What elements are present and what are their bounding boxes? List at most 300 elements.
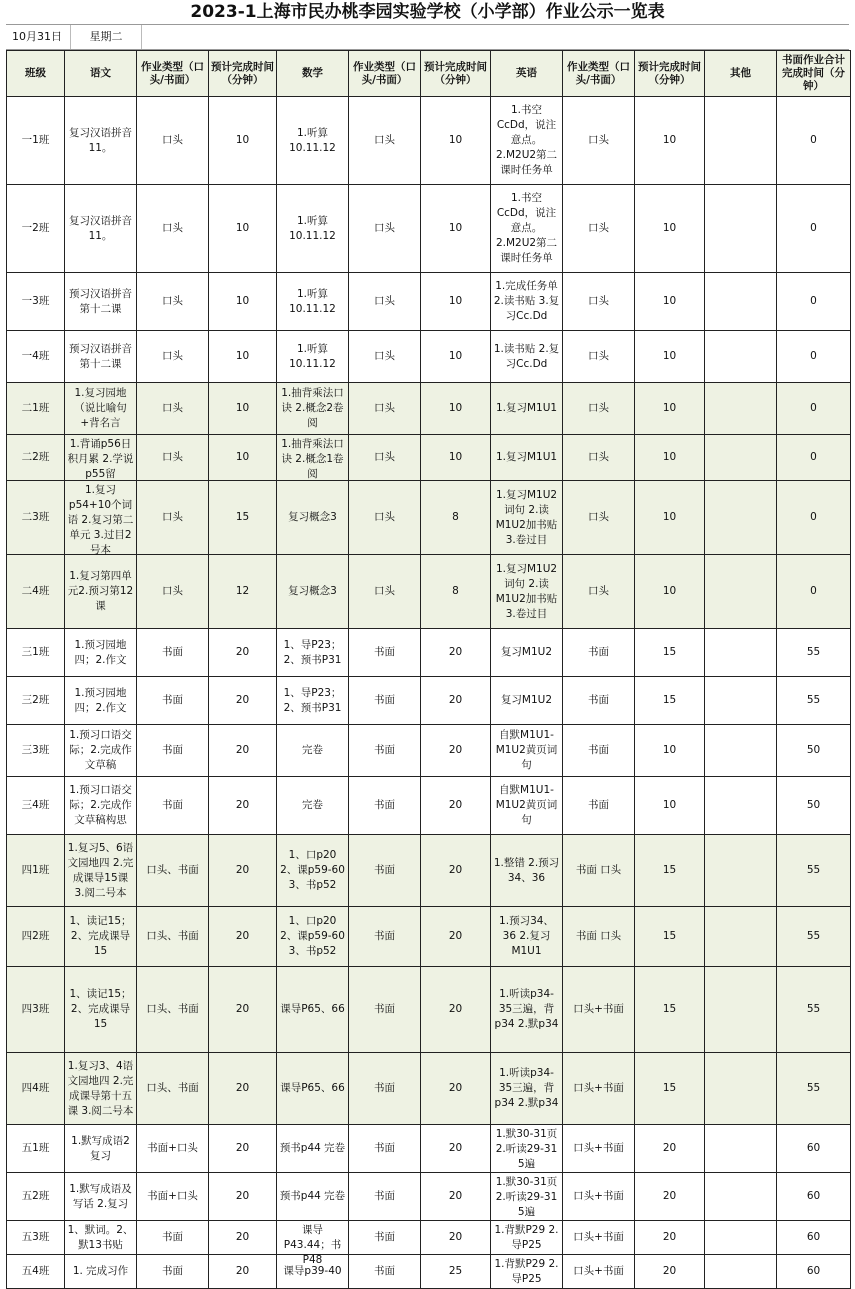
cell-chinese-type: [137, 185, 209, 273]
cell-text: 20: [448, 646, 463, 658]
cell-text: 60: [806, 1231, 821, 1243]
cell-text: 10: [448, 222, 463, 234]
cell-math: [277, 1221, 349, 1266]
cell-math: [277, 97, 349, 185]
cell-text: 口头+书面: [573, 1190, 624, 1202]
cell-text: 1.书空CcDd，说注意点。2.M2U2第二课时任务单: [495, 192, 558, 264]
cell-chinese-time: [209, 1221, 277, 1255]
cell-math: [277, 331, 349, 383]
cell-text: 15: [662, 864, 677, 876]
cell-class: [7, 1255, 65, 1289]
cell-text: 口头: [374, 222, 395, 234]
cell-math-type: [349, 331, 421, 383]
cell-math-type: [349, 1173, 421, 1221]
cell-math-type: [349, 629, 421, 677]
table-row: [7, 907, 851, 967]
cell-math-type: [349, 907, 421, 967]
cell-text: 口头+书面: [573, 1003, 624, 1015]
cell-english: [491, 97, 563, 185]
cell-math-time: [421, 383, 491, 435]
cell-text: 0: [810, 222, 817, 234]
cell-chinese-type: [137, 835, 209, 907]
cell-text: 1.预习口语交际；2.完成作文草稿: [69, 729, 132, 771]
cell-text: 20: [235, 1231, 250, 1243]
cell-text: 10: [448, 451, 463, 463]
cell-math: [277, 629, 349, 677]
cell-math-type: [349, 1053, 421, 1125]
cell-math: [277, 725, 349, 777]
cell-text: 10: [448, 134, 463, 146]
cell-text: 三2班: [21, 694, 50, 706]
cell-chinese: [65, 481, 137, 555]
cell-text: 10: [235, 222, 250, 234]
table-row: [7, 835, 851, 907]
cell-text: 课导P65、66: [280, 1003, 345, 1015]
cell-total-time: [777, 725, 851, 777]
homework-table: [6, 50, 851, 1289]
cell-text: 10: [662, 585, 677, 597]
cell-chinese-time: [209, 185, 277, 273]
cell-text: 55: [806, 694, 821, 706]
cell-english-type: [563, 677, 635, 725]
cell-math-time: [421, 1173, 491, 1221]
cell-chinese-type: [137, 629, 209, 677]
cell-chinese-time: [209, 677, 277, 725]
cell-math: [277, 677, 349, 725]
cell-math-time: [421, 677, 491, 725]
cell-text: 口头: [588, 295, 609, 307]
cell-english-time: [635, 435, 705, 481]
cell-text: 60: [806, 1142, 821, 1154]
cell-math-time: [421, 435, 491, 481]
cell-text: 口头+书面: [573, 1231, 624, 1243]
cell-chinese: [65, 907, 137, 967]
cell-text: 1.复习第四单元2.预习第12课: [67, 570, 134, 612]
cell-chinese: [65, 725, 137, 777]
cell-math-time: [421, 481, 491, 555]
cell-text: 1.抽背乘法口诀 2.概念1卷阅: [281, 437, 344, 480]
cell-class: [7, 1173, 65, 1221]
cell-text: 1、读记15；2、完成课导15: [69, 988, 132, 1030]
cell-text: 三4班: [21, 799, 50, 811]
cell-text: 书面: [162, 799, 183, 811]
date-bar: [6, 24, 849, 50]
cell-chinese-time: [209, 383, 277, 435]
cell-class: [7, 907, 65, 967]
cell-total-time: [777, 383, 851, 435]
table-row: [7, 967, 851, 1053]
cell-text: 1.听算10.11.12: [289, 287, 336, 315]
cell-math-time: [421, 1125, 491, 1173]
cell-chinese: [65, 967, 137, 1053]
cell-text: 书面: [162, 694, 183, 706]
cell-math: [277, 555, 349, 629]
cell-chinese-time: [209, 629, 277, 677]
cell-text: 20: [235, 799, 250, 811]
cell-other: [705, 1255, 777, 1289]
cell-text: 复习概念3: [288, 511, 337, 523]
cell-math: [277, 383, 349, 435]
cell-text: 15: [662, 646, 677, 658]
cell-text: 10: [448, 402, 463, 414]
cell-math: [277, 835, 349, 907]
cell-text: 15: [662, 930, 677, 942]
cell-chinese-type: [137, 1173, 209, 1221]
cell-total-time: [777, 629, 851, 677]
cell-english-time: [635, 331, 705, 383]
cell-english-type: [563, 383, 635, 435]
cell-text: 书面: [588, 744, 609, 756]
cell-text: 四2班: [21, 930, 50, 942]
cell-english-type: [563, 273, 635, 331]
cell-class: [7, 97, 65, 185]
cell-other: [705, 1173, 777, 1221]
cell-chinese-type: [137, 677, 209, 725]
cell-math-type: [349, 435, 421, 481]
cell-text: 10: [662, 222, 677, 234]
cell-english: [491, 1173, 563, 1221]
cell-text: 口头: [162, 585, 183, 597]
cell-text: 20: [448, 799, 463, 811]
cell-total-time: [777, 907, 851, 967]
cell-text: 20: [235, 1190, 250, 1202]
table-row: [7, 629, 851, 677]
cell-text: 1.听读p34-35三遍，背p34 2.默p34: [494, 1067, 559, 1109]
cell-text: 1.听算10.11.12: [289, 214, 336, 242]
cell-text: 书面: [374, 1142, 395, 1154]
cell-text: 1.复习园地（说比喻句+背名言: [74, 387, 127, 429]
cell-math-type: [349, 777, 421, 835]
weekday-cell: 星期二: [71, 25, 142, 49]
cell-text: 预书p44 完卷: [279, 1190, 346, 1202]
cell-text: 20: [235, 1265, 250, 1277]
cell-text: 书面: [588, 694, 609, 706]
cell-text: 20: [448, 1003, 463, 1015]
cell-other: [705, 331, 777, 383]
cell-text: 口头: [374, 451, 395, 463]
cell-english-type: [563, 835, 635, 907]
cell-math-time: [421, 777, 491, 835]
cell-english-time: [635, 1173, 705, 1221]
cell-text: 50: [806, 799, 821, 811]
cell-text: 二4班: [21, 585, 50, 597]
cell-text: 10: [235, 295, 250, 307]
cell-text: 口头、书面: [146, 930, 199, 942]
cell-chinese-time: [209, 331, 277, 383]
cell-chinese: [65, 97, 137, 185]
cell-math-type: [349, 273, 421, 331]
cell-text: 1.默写成语2复习: [71, 1134, 130, 1162]
table-row: [7, 481, 851, 555]
cell-text: 1.预习园地四；2.作文: [74, 686, 127, 714]
table-row: [7, 555, 851, 629]
cell-total-time: [777, 1221, 851, 1255]
cell-text: 二1班: [21, 402, 50, 414]
cell-text: 自默M1U1-M1U2黄页词句: [495, 784, 558, 826]
cell-text: 20: [235, 646, 250, 658]
cell-text: 一1班: [21, 134, 50, 146]
cell-math-time: [421, 629, 491, 677]
cell-chinese-time: [209, 481, 277, 555]
cell-other: [705, 777, 777, 835]
cell-english-type: [563, 967, 635, 1053]
cell-text: 20: [235, 1003, 250, 1015]
cell-class: [7, 725, 65, 777]
cell-text: 1.预习口语交际；2.完成作文草稿构思: [69, 784, 132, 826]
cell-class: [7, 555, 65, 629]
cell-chinese: [65, 1255, 137, 1289]
cell-text: 口头、书面: [146, 1082, 199, 1094]
cell-text: 1.复习M1U1: [495, 402, 558, 414]
cell-english: [491, 435, 563, 481]
cell-text: 10: [662, 511, 677, 523]
table-row: [7, 435, 851, 481]
cell-chinese-time: [209, 1173, 277, 1221]
cell-text: 0: [810, 134, 817, 146]
cell-text: 55: [806, 1003, 821, 1015]
cell-text: 书面+口头: [147, 1142, 198, 1154]
cell-total-time: [777, 555, 851, 629]
cell-english-time: [635, 629, 705, 677]
cell-english-type: [563, 331, 635, 383]
cell-chinese-time: [209, 777, 277, 835]
cell-text: 20: [235, 930, 250, 942]
cell-text: 课导P43.44；书P48: [283, 1223, 342, 1266]
cell-math: [277, 435, 349, 481]
header-english-time: 预计完成时间（分钟）: [635, 51, 705, 97]
cell-text: 课导P65、66: [280, 1082, 345, 1094]
cell-chinese-time: [209, 435, 277, 481]
cell-text: 口头: [374, 585, 395, 597]
cell-english-time: [635, 835, 705, 907]
cell-text: 1.背默P29 2.导P25: [494, 1223, 559, 1251]
cell-text: 10: [448, 350, 463, 362]
cell-total-time: [777, 1173, 851, 1221]
cell-class: [7, 967, 65, 1053]
cell-other: [705, 97, 777, 185]
cell-chinese-type: [137, 481, 209, 555]
cell-english-type: [563, 1125, 635, 1173]
cell-chinese-type: [137, 725, 209, 777]
cell-class: [7, 273, 65, 331]
cell-text: 25: [448, 1265, 463, 1277]
cell-text: 预书p44 完卷: [279, 1142, 346, 1154]
cell-chinese-time: [209, 97, 277, 185]
cell-english: [491, 629, 563, 677]
cell-text: 10: [235, 134, 250, 146]
cell-english-type: [563, 629, 635, 677]
cell-text: 1.默写成语及写话 2.复习: [69, 1182, 132, 1210]
cell-text: 口头: [162, 350, 183, 362]
header-other: 其他: [705, 51, 777, 97]
cell-text: 15: [662, 1003, 677, 1015]
cell-text: 书面: [374, 1190, 395, 1202]
cell-other: [705, 1221, 777, 1255]
cell-chinese: [65, 777, 137, 835]
header-row: [7, 51, 851, 97]
cell-text: 1.背默P29 2.导P25: [494, 1257, 559, 1285]
cell-chinese: [65, 273, 137, 331]
cell-text: 1、读记15；2、完成课导15: [69, 915, 132, 957]
cell-math-type: [349, 555, 421, 629]
cell-math: [277, 481, 349, 555]
cell-text: 20: [235, 694, 250, 706]
cell-text: 口头: [588, 134, 609, 146]
cell-chinese-time: [209, 907, 277, 967]
cell-text: 口头: [588, 511, 609, 523]
cell-total-time: [777, 435, 851, 481]
cell-text: 预习汉语拼音第十二课: [69, 287, 132, 315]
cell-text: 15: [662, 694, 677, 706]
cell-chinese: [65, 1053, 137, 1125]
cell-english-type: [563, 1221, 635, 1255]
cell-text: 一4班: [21, 350, 50, 362]
cell-text: 口头: [374, 134, 395, 146]
cell-text: 20: [448, 930, 463, 942]
cell-chinese-time: [209, 725, 277, 777]
cell-english-time: [635, 185, 705, 273]
cell-english-time: [635, 907, 705, 967]
cell-text: 书面: [162, 744, 183, 756]
cell-math-type: [349, 1255, 421, 1289]
cell-english: [491, 383, 563, 435]
cell-english-time: [635, 777, 705, 835]
cell-other: [705, 555, 777, 629]
cell-class: [7, 835, 65, 907]
cell-text: 口头: [588, 350, 609, 362]
cell-english: [491, 1053, 563, 1125]
table-row: [7, 331, 851, 383]
cell-english-type: [563, 1053, 635, 1125]
cell-text: 口头: [374, 511, 395, 523]
cell-text: 1.听读p34-35三遍，背p34 2.默p34: [494, 988, 559, 1030]
cell-english-time: [635, 1125, 705, 1173]
cell-text: 15: [235, 511, 250, 523]
table-row: [7, 273, 851, 331]
cell-chinese: [65, 835, 137, 907]
cell-english-time: [635, 725, 705, 777]
cell-math-type: [349, 725, 421, 777]
header-math-type: 作业类型（口头/书面）: [349, 51, 421, 97]
cell-text: 书面: [374, 799, 395, 811]
cell-text: 五2班: [21, 1190, 50, 1202]
cell-other: [705, 835, 777, 907]
cell-english-type: [563, 435, 635, 481]
cell-text: 1.听算10.11.12: [289, 342, 336, 370]
cell-chinese: [65, 1125, 137, 1173]
cell-text: 口头: [588, 585, 609, 597]
cell-english-type: [563, 555, 635, 629]
cell-class: [7, 185, 65, 273]
cell-chinese-type: [137, 273, 209, 331]
page-title: 2023-1上海市民办桃李园实验学校（小学部）作业公示一览表: [190, 2, 665, 22]
cell-chinese: [65, 435, 137, 481]
cell-text: 口头: [162, 295, 183, 307]
cell-text: 五4班: [21, 1265, 50, 1277]
cell-chinese-time: [209, 1053, 277, 1125]
cell-text: 10: [662, 451, 677, 463]
cell-chinese-type: [137, 97, 209, 185]
cell-text: 四3班: [21, 1003, 50, 1015]
cell-chinese-type: [137, 1053, 209, 1125]
cell-text: 课导p39-40: [283, 1265, 342, 1277]
cell-text: 书面: [162, 1231, 183, 1243]
cell-english-time: [635, 481, 705, 555]
cell-text: 0: [810, 585, 817, 597]
cell-text: 20: [662, 1142, 677, 1154]
cell-english: [491, 835, 563, 907]
cell-text: 55: [806, 930, 821, 942]
cell-text: 12: [235, 585, 250, 597]
cell-other: [705, 629, 777, 677]
cell-math-type: [349, 185, 421, 273]
cell-text: 1.复习M1U2词句 2.读M1U2加书贴 3.卷过目: [495, 562, 558, 620]
cell-text: 五3班: [21, 1231, 50, 1243]
table-row: [7, 1053, 851, 1125]
table-row: [7, 185, 851, 273]
cell-text: 书面: [588, 646, 609, 658]
cell-chinese-type: [137, 967, 209, 1053]
cell-english-type: [563, 777, 635, 835]
cell-text: 口头: [588, 402, 609, 414]
cell-text: 60: [806, 1190, 821, 1202]
cell-text: 1.预习园地四；2.作文: [74, 638, 127, 666]
cell-chinese-time: [209, 555, 277, 629]
cell-text: 口头: [374, 402, 395, 414]
cell-text: 口头: [588, 222, 609, 234]
cell-text: 55: [806, 1082, 821, 1094]
cell-chinese: [65, 185, 137, 273]
cell-chinese-time: [209, 835, 277, 907]
cell-math-type: [349, 383, 421, 435]
header-chinese-time: 预计完成时间（分钟）: [209, 51, 277, 97]
cell-text: 复习汉语拼音11。: [69, 214, 132, 242]
header-total-time: 书面作业合计完成时间（分钟）: [777, 51, 851, 97]
cell-english-time: [635, 97, 705, 185]
cell-english: [491, 725, 563, 777]
cell-other: [705, 1053, 777, 1125]
cell-text: 1、口p20 2、课p59-60 3、书p52: [280, 915, 345, 957]
cell-text: 1.复习5、6语文园地四 2.完成课导15课 3.阅二号本: [67, 841, 134, 899]
cell-text: 20: [235, 1082, 250, 1094]
cell-total-time: [777, 1255, 851, 1289]
cell-text: 书面+口头: [147, 1190, 198, 1202]
cell-math-time: [421, 907, 491, 967]
cell-math-time: [421, 97, 491, 185]
cell-class: [7, 777, 65, 835]
cell-text: 书面: [374, 1082, 395, 1094]
cell-text: 0: [810, 350, 817, 362]
cell-text: 口头: [374, 295, 395, 307]
cell-text: 20: [448, 694, 463, 706]
cell-text: 二2班: [21, 451, 50, 463]
cell-english-type: [563, 481, 635, 555]
cell-text: 55: [806, 646, 821, 658]
cell-text: 1.复习M1U2词句 2.读M1U2加书贴 3.卷过目: [495, 488, 558, 546]
cell-other: [705, 481, 777, 555]
cell-text: 1. 完成习作: [72, 1265, 129, 1277]
cell-text: 20: [662, 1231, 677, 1243]
cell-math-time: [421, 331, 491, 383]
cell-math-time: [421, 835, 491, 907]
cell-chinese-type: [137, 907, 209, 967]
cell-text: 复习汉语拼音11。: [69, 126, 132, 154]
cell-text: 1.书空CcDd，说注意点。2.M2U2第二课时任务单: [495, 104, 558, 176]
cell-text: 20: [662, 1190, 677, 1202]
cell-chinese-time: [209, 967, 277, 1053]
cell-english-time: [635, 1255, 705, 1289]
cell-text: 1.抽背乘法口诀 2.概念2卷阅: [281, 387, 344, 429]
